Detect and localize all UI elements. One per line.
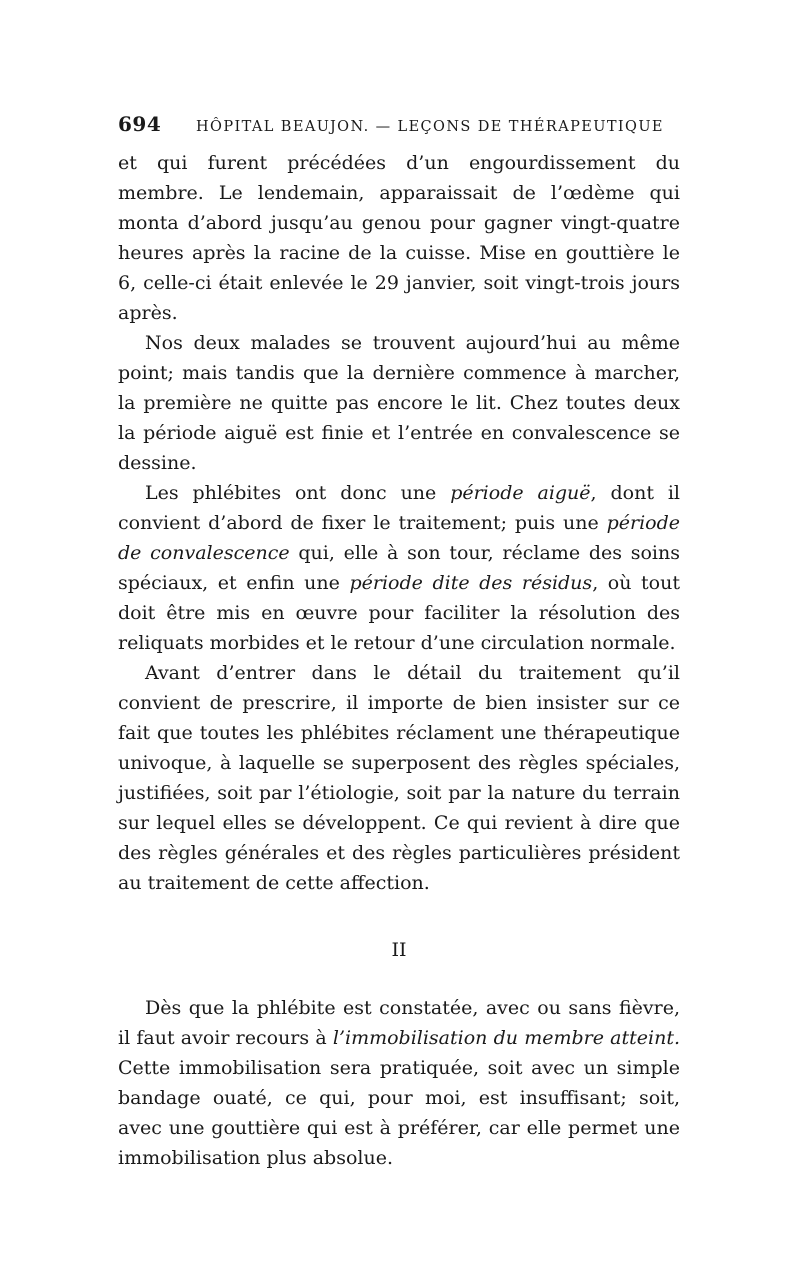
paragraph-3-italic-f: période dite des résidus [349, 572, 593, 594]
paragraph-5-italic-b: l’immobilisation du membre atteint. [332, 1027, 681, 1049]
paragraph-3-text-e: qui, elle à son tour, réclame des soins spéciaux, et enfin une [118, 542, 680, 594]
paragraph-5 [118, 993, 680, 1173]
paragraph-3-italic-d: période de convalescence [118, 512, 680, 564]
section-heading: II [391, 939, 407, 961]
paragraph-4: Avant d’entrer dans le détail du traitement qu’il convient de prescrire, il importe de bien insister sur ce fait que toutes les phlébites réclament une thérapeutique univoque, à laquelle se superposent des règles spéciales, justifiées, soit par l’étiologie, soit par la nature du terrain sur lequel elles se développent. Ce qui revient à dire que des règles générales et des règles particulières président au traitement de cette affection. [118, 662, 680, 894]
paragraph-2: Nos deux malades se trouvent aujourd’hui au même point; mais tandis que la dernière commence à marcher, la première ne quitte pas encore le lit. Chez toutes deux la période aiguë est finie et l’entrée en convalescence se dessine. [118, 332, 680, 474]
paragraph-5-text-c: Cette immobilisation sera pratiquée, soit avec un simple bandage ouaté, ce qui, pour moi, est insuffisant; soit, avec une gouttière qui est à préférer, car elle permet une immobilisation plus absolue. [118, 1057, 680, 1169]
paragraph-3-text-g: , où tout doit être mis en œuvre pour faciliter la résolution des reliquats morbides et le retour d’une circulation normale. [118, 572, 680, 654]
paragraph-3-text-a: Les phlébites ont donc une [145, 482, 451, 504]
running-title: HÔPITAL BEAUJON. — LEÇONS DE THÉRAPEUTIQUE [196, 119, 664, 135]
book-page [118, 112, 680, 1173]
page-number: 694 [118, 112, 162, 136]
paragraph-3-text-c: , dont il convient d’abord de fixer le traitement; puis une [118, 482, 680, 534]
paragraph-3 [118, 478, 680, 658]
paragraph-1: et qui furent précédées d’un engourdissement du membre. Le lendemain, apparaissait de l’œdème qui monta d’abord jusqu’au genou pour gagner vingt-quatre heures après la racine de la cuisse. Mise en gouttière le 6, celle-ci était enlevée le 29 janvier, soit vingt-trois jours après. [118, 152, 680, 324]
running-head [118, 112, 680, 142]
paragraph-5-text-a: Dès que la phlébite est constatée, avec ou sans fièvre, il faut avoir recours à [118, 997, 680, 1049]
paragraph-3-italic-b: période aiguë [450, 482, 591, 504]
